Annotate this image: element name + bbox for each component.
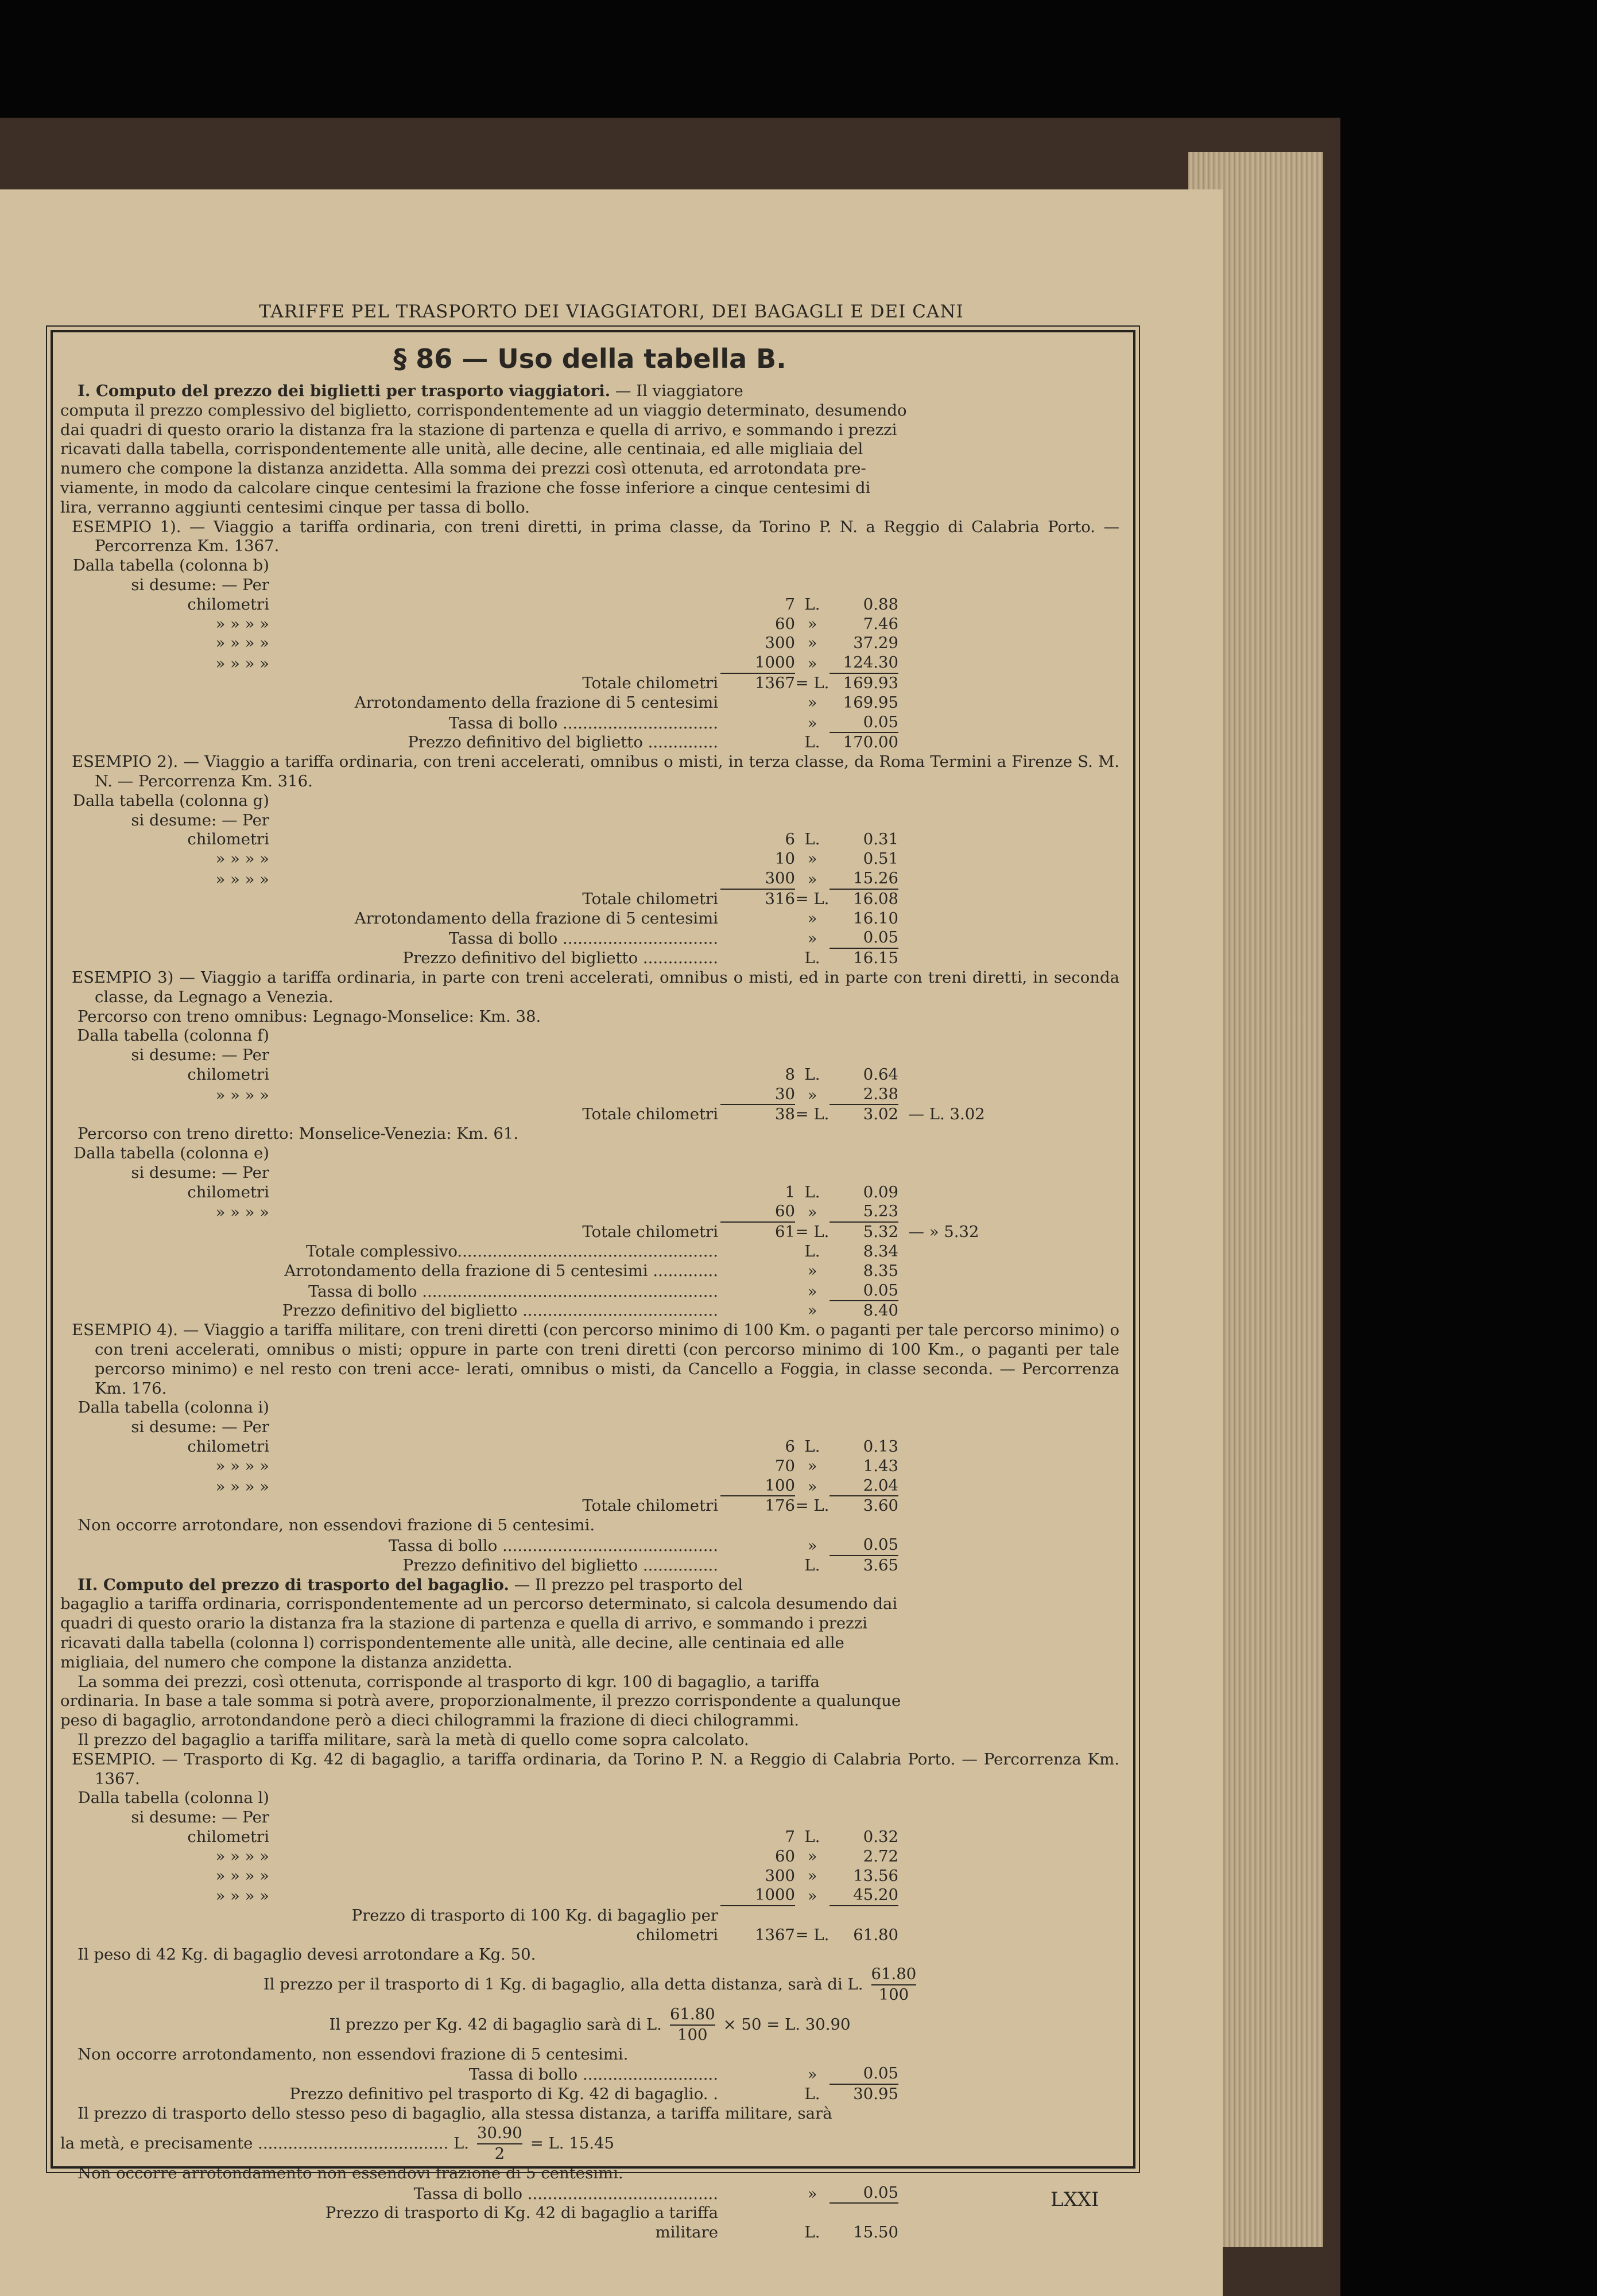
text-line [60, 1945, 1119, 1965]
calc-row [60, 949, 1119, 968]
calc-label: Tassa di bollo ............................... [448, 713, 718, 732]
text-line [60, 2164, 1119, 2183]
calc-label: Prezzo definitivo del biglietto ....................................... [282, 1301, 718, 1320]
km-value: 1367 [755, 673, 795, 692]
page-content [60, 336, 1119, 2243]
text-segment: Il prezzo di trasporto dello stesso peso di bagaglio, alla stessa distanza, a tariffa militare, sarà [77, 2104, 832, 2123]
lire-value: 0.32 [863, 1827, 898, 1846]
fraction-line [60, 2124, 1119, 2164]
text-segment: bagaglio a tariffa ordinaria, corrispondentemente ad un percorso determinato, si calcola desumendo dai [60, 1595, 898, 1614]
calc-row [60, 1085, 1119, 1106]
calc-row [60, 1867, 1119, 1886]
calc-row [60, 2204, 1119, 2243]
calc-prefix: Dalla tabella (colonna f) si desume: — Per chilometri [77, 1026, 269, 1084]
calc-label: Prezzo definitivo del biglietto ............... [402, 1556, 718, 1574]
lire-value: 0.05 [829, 928, 898, 949]
lire-value: 7.46 [863, 614, 898, 633]
subtotal-value: — L. 3.02 [898, 1105, 985, 1124]
lire-value: 170.00 [843, 733, 898, 752]
calc-row [60, 2064, 1119, 2085]
text-line [60, 421, 1119, 440]
km-value: 8 [785, 1065, 795, 1084]
calc-prefix: » » » » [215, 1847, 269, 1865]
calc-row [60, 869, 1119, 890]
lire-value: 2.38 [829, 1085, 898, 1106]
lire-value: 3.65 [863, 1556, 898, 1574]
currency-mark: L. [804, 1827, 820, 1846]
text-line [60, 968, 1119, 1007]
lire-value: 0.05 [829, 713, 898, 734]
lire-value: 13.56 [853, 1866, 898, 1885]
text-segment: ESEMPIO 3) — Viaggio a tariffa ordinaria, in parte con treni accelerati, omnibus o misti, ed in parte con treni diretti, in seconda classe, da Legnago a Venezia. [72, 968, 1119, 1006]
lire-value: 61.80 [853, 1925, 898, 1944]
km-value: 60 [720, 1202, 795, 1223]
text-line [60, 401, 1119, 421]
calc-prefix: » » » » [215, 850, 269, 868]
currency-mark: » [807, 929, 817, 948]
calc-row [60, 850, 1119, 869]
calc-row [60, 2183, 1119, 2204]
calc-label: Totale chilometri [582, 1223, 718, 1242]
currency-mark: = L. [795, 1223, 829, 1242]
lire-value: 37.29 [853, 634, 898, 653]
calc-row [60, 733, 1119, 753]
lire-value: 5.23 [829, 1202, 898, 1223]
lire-value: 0.05 [829, 2064, 898, 2085]
lire-value: 16.15 [853, 949, 898, 968]
text-segment: Non occorre arrotondamento, non essendovi frazione di 5 centesimi. [77, 2045, 629, 2064]
text-segment: ESEMPIO 1). — Viaggio a tariffa ordinaria, con treni diretti, in prima classe, da Torino P. N. a Reggio di Calabria Porto. — Percorrenza Km. 1367. [72, 517, 1119, 556]
text-line [60, 479, 1119, 498]
currency-mark: » [807, 1887, 817, 1906]
lire-value: 15.50 [853, 2223, 898, 2242]
currency-mark: » [807, 870, 817, 889]
lire-value: 5.32 [863, 1223, 898, 1242]
text-segment: ESEMPIO. — Trasporto di Kg. 42 di bagaglio, a tariffa ordinaria, da Torino P. N. a Reggio di Calabria Porto. — Percorrenza Km. 1367. [72, 1750, 1119, 1788]
calc-row [60, 928, 1119, 949]
text-segment: lira, verranno aggiunti centesimi cinque per tassa di bollo. [60, 498, 530, 517]
km-value: 60 [775, 614, 795, 633]
lire-value: 0.64 [863, 1065, 898, 1084]
text-line [60, 1576, 1119, 1595]
currency-mark: L. [804, 949, 820, 968]
fraction-line [60, 2005, 1119, 2045]
calc-prefix: Dalla tabella (colonna e) si desume: — Per chilometri [73, 1144, 269, 1201]
lire-value: 0.05 [829, 2183, 898, 2204]
calc-row [60, 653, 1119, 674]
calc-row [60, 674, 1119, 693]
calc-row [60, 713, 1119, 734]
text-line [60, 1711, 1119, 1731]
text-line [60, 440, 1119, 459]
text-line [60, 1321, 1119, 1398]
lire-value: 169.93 [843, 673, 898, 692]
calc-prefix: » » » » [215, 634, 269, 653]
calc-label: Prezzo definitivo del biglietto ............... [402, 949, 718, 968]
lire-value: 0.05 [829, 1281, 898, 1302]
currency-mark: = L. [795, 673, 829, 692]
text-segment: dai quadri di questo orario la distanza fra la stazione di partenza e quella di arrivo, e sommando i prezzi [60, 420, 897, 439]
km-value: 1 [785, 1182, 795, 1201]
currency-mark: » [807, 614, 817, 633]
section-title: § 86 — Uso della tabella B. [393, 343, 786, 374]
calc-row [60, 1847, 1119, 1867]
text-segment: viamente, in modo da calcolare cinque centesimi la frazione che fosse inferiore a cinque centesimi di [60, 478, 871, 497]
calc-row [60, 1262, 1119, 1281]
lire-value: 8.35 [863, 1261, 898, 1280]
calc-row [60, 909, 1119, 929]
calc-prefix: » » » » [215, 1085, 269, 1104]
calc-row [60, 1242, 1119, 1262]
text-segment: peso di bagaglio, arrotondandone però a dieci chilogrammi la frazione di dieci chilogrammi. [60, 1711, 800, 1730]
calc-row [60, 1906, 1119, 1945]
currency-mark: = L. [795, 1105, 829, 1124]
text-line [60, 753, 1119, 792]
denominator: 100 [677, 2025, 708, 2044]
lire-value: 0.09 [863, 1182, 898, 1201]
calc-label: Prezzo di trasporto di Kg. 42 di bagaglio a tariffa militare [325, 2204, 718, 2242]
currency-mark: » [807, 1261, 817, 1280]
text-line [60, 1634, 1119, 1653]
currency-mark: L. [804, 595, 820, 614]
calc-row [60, 1223, 1119, 1242]
km-value: 316 [765, 889, 795, 908]
km-value: 300 [765, 634, 795, 653]
calc-row [60, 1105, 1119, 1124]
calc-row [60, 1301, 1119, 1321]
calc-prefix: Dalla tabella (colonna i) si desume: — Per chilometri [77, 1398, 269, 1456]
calc-label: Tassa di bollo ...................................... [413, 2184, 718, 2203]
lire-value: 2.04 [829, 1476, 898, 1497]
km-value: 60 [775, 1847, 795, 1865]
text-line [60, 1673, 1119, 1692]
calc-row [60, 693, 1119, 713]
lire-value: 16.08 [853, 889, 898, 908]
rubric-heading: I. Computo del prezzo dei biglietti per trasporto viaggiatori. [77, 382, 611, 400]
lire-value: 3.60 [863, 1496, 898, 1515]
calc-label: Totale complessivo.................................................... [306, 1242, 718, 1261]
calc-prefix: » » » » [215, 870, 269, 889]
km-value: 7 [785, 1827, 795, 1846]
text-line [60, 2104, 1119, 2124]
currency-mark: L. [804, 2085, 820, 2104]
currency-mark: » [807, 634, 817, 653]
calc-label: Tassa di bollo ............................... [448, 929, 718, 948]
currency-mark: » [807, 654, 817, 673]
calc-label: Tassa di bollo ........................... [468, 2065, 718, 2084]
text-line [60, 1692, 1119, 1711]
calc-row [60, 2085, 1119, 2104]
calc-row [60, 1535, 1119, 1556]
fraction-line [60, 1965, 1119, 2005]
text-segment: Il prezzo per Kg. 42 di bagaglio sarà di L. [329, 2015, 662, 2034]
text-segment: Percorso con treno diretto: Monselice-Venezia: Km. 61. [77, 1124, 519, 1143]
text-line [60, 498, 1119, 518]
currency-mark: » [807, 1282, 817, 1301]
currency-mark: » [807, 1477, 817, 1496]
currency-mark: » [807, 713, 817, 732]
calc-row [60, 634, 1119, 653]
text-line [60, 518, 1119, 557]
calc-prefix: » » » » [215, 1477, 269, 1496]
km-value: 300 [765, 1866, 795, 1885]
currency-mark: L. [804, 1182, 820, 1201]
calc-row [60, 1026, 1119, 1084]
currency-mark: = L. [795, 889, 829, 908]
denominator: 100 [878, 1985, 909, 2004]
text-line [60, 1750, 1119, 1789]
lire-value: 0.05 [829, 1535, 898, 1556]
currency-mark: » [807, 1301, 817, 1320]
calc-prefix: » » » » [215, 1456, 269, 1475]
km-value: 100 [720, 1476, 795, 1497]
calc-prefix: Dalla tabella (colonna g) si desume: — Per chilometri [72, 791, 269, 849]
lire-value: 16.10 [853, 909, 898, 928]
km-value: 38 [775, 1105, 795, 1124]
calc-row [60, 1202, 1119, 1223]
lire-value: 3.02 [863, 1105, 898, 1124]
text-segment: quadri di questo orario la distanza fra la stazione di partenza e quella di arrivo, e sommando i prezzi [60, 1614, 867, 1633]
text-line [60, 459, 1119, 479]
km-value: 176 [765, 1496, 795, 1515]
currency-mark: » [807, 1456, 817, 1475]
text-line [60, 382, 1119, 401]
lire-value: 30.95 [853, 2085, 898, 2104]
text-segment: La somma dei prezzi, così ottenuta, corrisponde al trasporto di kgr. 100 di bagaglio, a tariffa [77, 1672, 820, 1691]
subtotal-value: — » 5.32 [898, 1223, 979, 1242]
calc-row [60, 615, 1119, 634]
calc-label: Arrotondamento della frazione di 5 centesimi ............. [284, 1261, 718, 1280]
numerator: 30.90 [477, 2124, 522, 2144]
lire-value: 1.43 [863, 1456, 898, 1475]
rubric-heading: II. Computo del prezzo di trasporto del bagaglio. [77, 1575, 509, 1594]
text-segment: = L. 15.45 [530, 2134, 615, 2152]
lire-value: 0.13 [863, 1437, 898, 1456]
km-value: 70 [775, 1456, 795, 1475]
fraction [477, 2124, 522, 2164]
text-segment: Non occorre arrotondare, non essendovi frazione di 5 centesimi. [77, 1516, 595, 1535]
text-segment: Percorso con treno omnibus: Legnago-Monselice: Km. 38. [77, 1007, 541, 1026]
text-segment: computa il prezzo complessivo del biglietto, corrispondentemente ad un viaggio determinato, desumendo [60, 401, 907, 420]
text-segment: Il peso di 42 Kg. di bagaglio devesi arrotondare a Kg. 50. [77, 1945, 536, 1964]
text-line [60, 2045, 1119, 2065]
km-value: 61 [775, 1223, 795, 1242]
currency-mark: L. [804, 733, 820, 752]
calc-label: Totale chilometri [582, 1496, 718, 1515]
text-segment: ESEMPIO 2). — Viaggio a tariffa ordinaria, con treni accelerati, omnibus o misti, in terza classe, da Roma Termini a Firenze S. M. N. — Percorrenza Km. 316. [72, 753, 1119, 790]
km-value: 1000 [720, 1886, 795, 1906]
km-value: 10 [775, 850, 795, 868]
lire-value: 0.31 [863, 830, 898, 849]
calc-row [60, 1144, 1119, 1202]
calc-label: Tassa di bollo ........................................... [388, 1537, 718, 1556]
calc-label: Totale chilometri [582, 673, 718, 692]
currency-mark: L. [804, 2223, 820, 2242]
text-segment: numero che compone la distanza anzidetta. Alla somma dei prezzi così ottenuta, ed arrotondata pre- [60, 459, 866, 478]
calc-prefix: » » » » [215, 654, 269, 673]
currency-mark: » [807, 1085, 817, 1104]
calc-row [60, 1886, 1119, 1906]
lire-value: 0.51 [863, 850, 898, 868]
calc-label: Prezzo definitivo pel trasporto di Kg. 42 di bagaglio. . [289, 2085, 718, 2104]
lire-value: 124.30 [829, 653, 898, 674]
lire-value: 2.72 [863, 1847, 898, 1865]
currency-mark: L. [804, 1556, 820, 1574]
denominator: 2 [494, 2144, 505, 2163]
km-value: 6 [785, 1437, 795, 1456]
calc-label: Arrotondamento della frazione di 5 centesimi [354, 693, 718, 712]
currency-mark: » [807, 1537, 817, 1556]
currency-mark: L. [804, 830, 820, 849]
km-value: 1367 [755, 1925, 795, 1944]
currency-mark: » [807, 1847, 817, 1865]
currency-mark: » [807, 2184, 817, 2203]
lire-value: 169.95 [843, 693, 898, 712]
km-value: 30 [720, 1085, 795, 1106]
calc-prefix: Dalla tabella (colonna l) si desume: — Per chilometri [77, 1789, 269, 1846]
calc-row [60, 890, 1119, 909]
calc-label: Arrotondamento della frazione di 5 centesimi [354, 909, 718, 928]
currency-mark: » [807, 850, 817, 868]
text-segment: ricavati dalla tabella, corrispondentemente alle unità, alle decine, alle centinaia, ed alle migliaia del [60, 440, 863, 459]
currency-mark: = L. [795, 1925, 829, 1944]
lire-value: 15.26 [829, 869, 898, 890]
calc-label: Totale chilometri [582, 889, 718, 908]
calc-row [60, 1556, 1119, 1576]
text-segment: ESEMPIO 4). — Viaggio a tariffa militare, con treni diretti (con percorso minimo di 100 Km. o paganti per tale percorso minimo) o con treni accelerati, omnibus o misti; oppure in parte con treni diretti (con percorso minimo di 100 Km., o paganti per tale percorso minimo) e nel resto con treni acce- lerati, omnibus o misti, da Cancello a Foggia, in classe seconda. — Percorrenza Km. 176. [72, 1321, 1119, 1398]
currency-mark: L. [804, 1242, 820, 1261]
calc-label: Prezzo definitivo del biglietto .............. [408, 733, 718, 752]
calc-row [60, 1789, 1119, 1847]
currency-mark: » [807, 1866, 817, 1885]
calc-row [60, 1398, 1119, 1456]
calc-prefix: » » » » [215, 1866, 269, 1885]
calc-prefix: » » » » [215, 1203, 269, 1222]
text-line [60, 1124, 1119, 1144]
currency-mark: » [807, 2065, 817, 2084]
calc-row [60, 556, 1119, 614]
calc-row [60, 1281, 1119, 1302]
text-segment: la metà, e precisamente ...................................... L. [60, 2134, 470, 2152]
lire-value: 8.34 [863, 1242, 898, 1261]
currency-mark: » [807, 909, 817, 928]
km-value: 1000 [720, 653, 795, 674]
calc-row [60, 1476, 1119, 1497]
text-segment: Il prezzo del bagaglio a tariffa militare, sarà la metà di quello come sopra calcolato. [77, 1730, 749, 1749]
calc-row [60, 792, 1119, 850]
calc-row [60, 1457, 1119, 1476]
calc-label: Prezzo di trasporto di 100 Kg. di bagaglio per chilometri [351, 1906, 718, 1944]
text-segment: × 50 = L. 30.90 [723, 2015, 851, 2034]
text-line [60, 1516, 1119, 1535]
text-segment: ricavati dalla tabella (colonna l) corrispondentemente alle unità, alle decine, alle centinaia ed alle [60, 1634, 844, 1652]
lire-value: 0.88 [863, 595, 898, 614]
currency-mark: » [807, 693, 817, 712]
calc-row [60, 1496, 1119, 1516]
currency-mark: L. [804, 1437, 820, 1456]
text-segment: ordinaria. In base a tale somma si potrà avere, proporzionalmente, il prezzo corrispondente a qualunque [60, 1692, 901, 1711]
numerator: 61.80 [670, 2005, 715, 2026]
km-value: 6 [785, 830, 795, 849]
text-segment: — Il prezzo pel trasporto del [509, 1575, 743, 1594]
calc-label: Tassa di bollo ........................................................... [308, 1282, 718, 1301]
text-line [60, 1614, 1119, 1634]
calc-prefix: Dalla tabella (colonna b) si desume: — Per chilometri [72, 556, 269, 614]
calc-label: Totale chilometri [582, 1105, 718, 1124]
text-line [60, 1653, 1119, 1673]
lire-value: 8.40 [863, 1301, 898, 1320]
text-segment: Il prezzo per il trasporto di 1 Kg. di bagaglio, alla detta distanza, sarà di L. [263, 1975, 863, 1994]
currency-mark: » [807, 1203, 817, 1222]
text-segment: migliaia, del numero che compone la distanza anzidetta. [60, 1653, 513, 1671]
currency-mark: L. [804, 1065, 820, 1084]
running-header: TARIFFE PEL TRASPORTO DEI VIAGGIATORI, DEI BAGAGLI E DEI CANI [259, 301, 964, 322]
text-line [60, 1731, 1119, 1750]
text-segment: — Il viaggiatore [610, 382, 743, 400]
calc-prefix: » » » » [215, 1887, 269, 1906]
text-line [60, 1007, 1119, 1027]
fraction [670, 2005, 715, 2045]
page-number: LXXI [1051, 2188, 1099, 2211]
currency-mark: = L. [795, 1496, 829, 1515]
text-line [60, 1595, 1119, 1614]
km-value: 7 [785, 595, 795, 614]
text-segment: Non occorre arrotondamento non essendovi frazione di 5 centesimi. [77, 2163, 623, 2182]
fraction [871, 1965, 917, 2005]
lire-value: 45.20 [829, 1886, 898, 1906]
calc-prefix: » » » » [215, 614, 269, 633]
km-value: 300 [720, 869, 795, 890]
numerator: 61.80 [871, 1965, 917, 1985]
